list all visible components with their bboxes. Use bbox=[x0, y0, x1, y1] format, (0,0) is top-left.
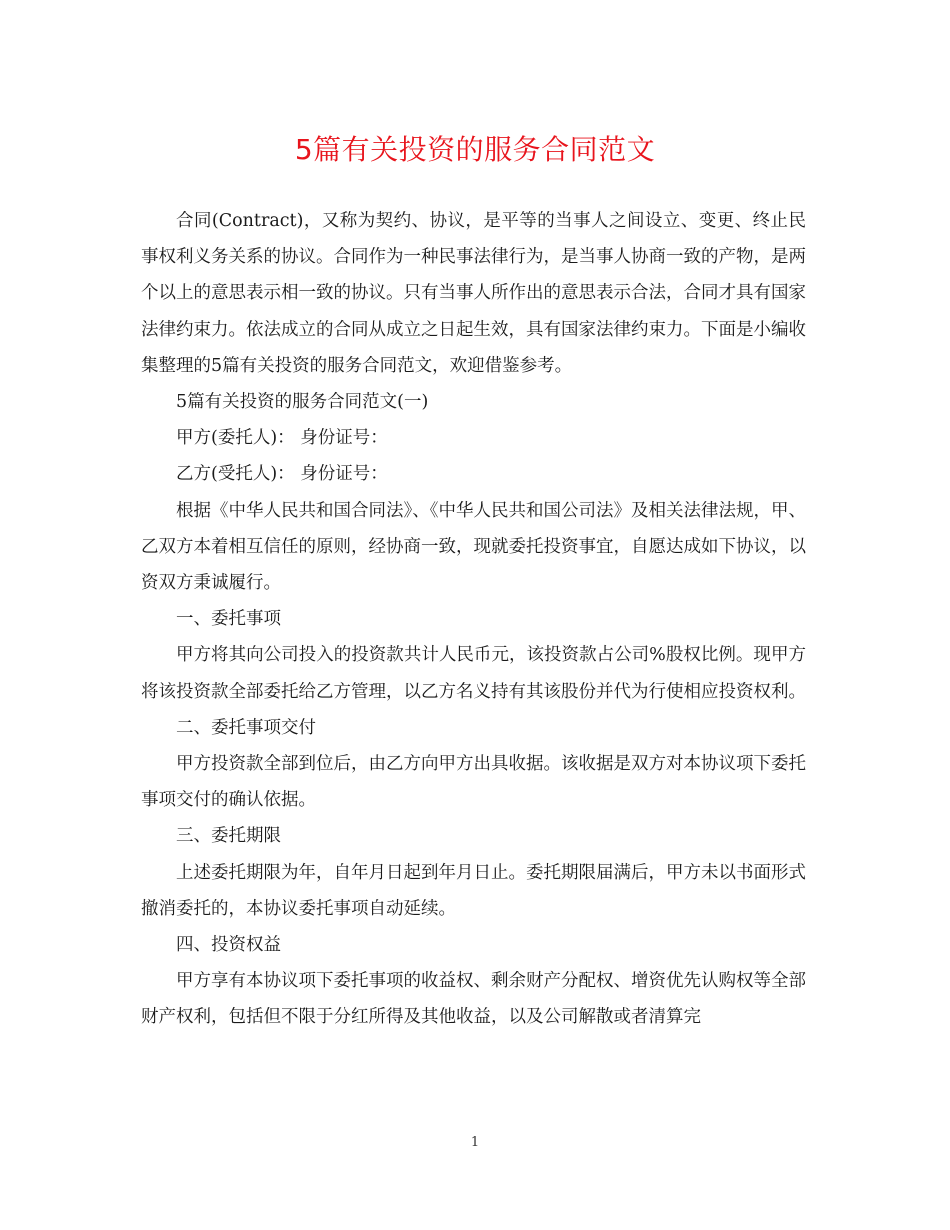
section-heading-3: 三、委托期限 bbox=[176, 826, 281, 847]
section-heading-4: 四、投资权益 bbox=[176, 935, 281, 956]
document-body bbox=[141, 203, 806, 1036]
paragraph-section-1: 甲方将其向公司投入的投资款共计人民币元，该投资款占公司%股权比例。现甲方将该投资款全部委托给乙方管理，以乙方名义持有其该股份并代为行使相应投资权利。 bbox=[141, 645, 806, 702]
paragraph-section-4: 甲方享有本协议项下委托事项的收益权、剩余财产分配权、增资优先认购权等全部财产权利，包括但不限于分红所得及其他收益，以及公司解散或者清算完 bbox=[141, 971, 806, 1028]
paragraph-heading-sample-1: 5篇有关投资的服务合同范文(一) bbox=[176, 392, 429, 413]
paragraph-intro: 合同(Contract)，又称为契约、协议，是平等的当事人之间设立、变更、终止民事权利义务关系的协议。合同作为一种民事法律行为，是当事人协商一致的产物，是两个以上的意思表示相一致的协议。只有当事人所作出的意思表示合法，合同才具有国家法律约束力。依法成立的合同从成立之日起生效，具有国家法律约束力。下面是小编收集整理的5篇有关投资的服务合同范文，欢迎借鉴参考。 bbox=[141, 211, 806, 376]
paragraph-basis: 根据《中华人民共和国合同法》、《中华人民共和国公司法》及相关法律法规，甲、乙双方本着相互信任的原则，经协商一致，现就委托投资事宜，自愿达成如下协议，以资双方秉诚履行。 bbox=[141, 500, 806, 594]
page-number: 1 bbox=[470, 1135, 480, 1150]
section-heading-2: 二、委托事项交付 bbox=[176, 717, 316, 738]
paragraph-party-b: 乙方(受托人)： 身份证号： bbox=[176, 464, 388, 485]
paragraph-section-3: 上述委托期限为年，自年月日起到年月日止。委托期限届满后，甲方未以书面形式撤消委托的，本协议委托事项自动延续。 bbox=[141, 862, 806, 919]
section-heading-1: 一、委托事项 bbox=[176, 609, 281, 630]
document-title: 5篇有关投资的服务合同范文 bbox=[294, 133, 656, 166]
paragraph-party-a: 甲方(委托人)： 身份证号： bbox=[176, 428, 388, 449]
paragraph-section-2: 甲方投资款全部到位后，由乙方向甲方出具收据。该收据是双方对本协议项下委托事项交付的确认依据。 bbox=[141, 754, 806, 811]
